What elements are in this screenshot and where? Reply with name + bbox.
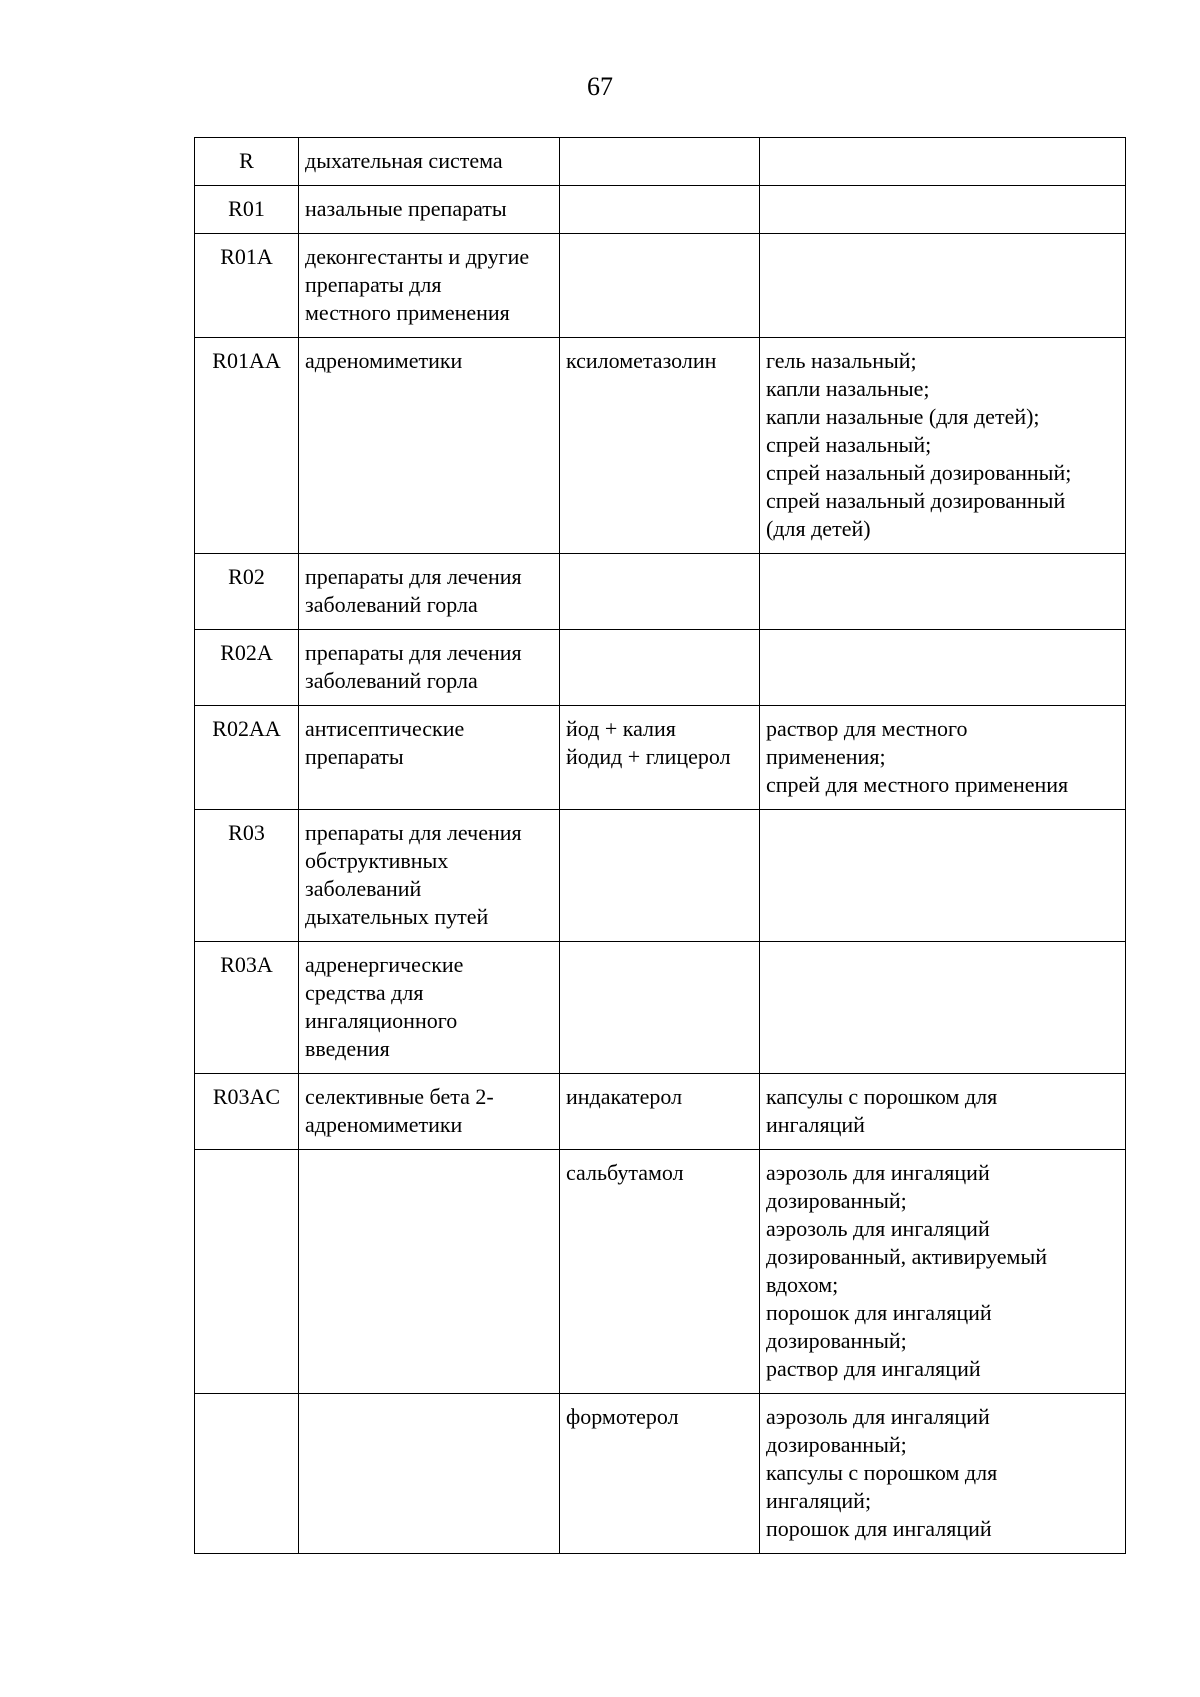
atc-code-cell: R03	[195, 810, 299, 942]
table-row	[195, 138, 1126, 186]
table-row	[195, 1394, 1126, 1554]
dosage-forms-cell	[760, 554, 1126, 630]
group-name-cell: препараты для лечения обструктивных заболеваний дыхательных путей	[299, 810, 560, 942]
group-name-cell: адренергические средства для ингаляционного введения	[299, 942, 560, 1074]
drug-list-table	[194, 137, 1126, 1554]
group-name-cell: препараты для лечения заболеваний горла	[299, 554, 560, 630]
table-row	[195, 706, 1126, 810]
atc-code-cell: R01	[195, 186, 299, 234]
table-row	[195, 630, 1126, 706]
atc-code-cell: R02A	[195, 630, 299, 706]
atc-code-cell: R01AA	[195, 338, 299, 554]
table-row	[195, 942, 1126, 1074]
drug-name-cell: ксилометазолин	[560, 338, 760, 554]
atc-code-cell: R03AC	[195, 1074, 299, 1150]
drug-name-cell	[560, 554, 760, 630]
group-name-cell: деконгестанты и другие препараты для местного применения	[299, 234, 560, 338]
drug-name-cell	[560, 810, 760, 942]
drug-name-cell	[560, 942, 760, 1074]
table-row	[195, 338, 1126, 554]
atc-code-cell	[195, 1150, 299, 1394]
table-row	[195, 1074, 1126, 1150]
atc-code-cell: R02	[195, 554, 299, 630]
dosage-forms-cell	[760, 630, 1126, 706]
dosage-forms-cell	[760, 186, 1126, 234]
group-name-cell: препараты для лечения заболеваний горла	[299, 630, 560, 706]
dosage-forms-cell	[760, 810, 1126, 942]
drug-name-cell: индакатерол	[560, 1074, 760, 1150]
table-row	[195, 234, 1126, 338]
dosage-forms-cell: аэрозоль для ингаляций дозированный; капсулы с порошком для ингаляций; порошок для ингаляций	[760, 1394, 1126, 1554]
dosage-forms-cell	[760, 138, 1126, 186]
atc-code-cell	[195, 1394, 299, 1554]
table-row	[195, 186, 1126, 234]
drug-name-cell: формотерол	[560, 1394, 760, 1554]
drug-name-cell	[560, 138, 760, 186]
drug-name-cell: йод + калия йодид + глицерол	[560, 706, 760, 810]
dosage-forms-cell	[760, 942, 1126, 1074]
page-number: 67	[587, 72, 613, 101]
drug-name-cell	[560, 630, 760, 706]
atc-code-cell: R01A	[195, 234, 299, 338]
atc-code-cell: R02AA	[195, 706, 299, 810]
group-name-cell: адреномиметики	[299, 338, 560, 554]
dosage-forms-cell: аэрозоль для ингаляций дозированный; аэрозоль для ингаляций дозированный, активируемый вдохом; порошок для ингаляций дозированный; раствор для ингаляций	[760, 1150, 1126, 1394]
dosage-forms-cell: капсулы с порошком для ингаляций	[760, 1074, 1126, 1150]
group-name-cell: антисептические препараты	[299, 706, 560, 810]
dosage-forms-cell	[760, 234, 1126, 338]
group-name-cell	[299, 1150, 560, 1394]
group-name-cell: селективные бета 2- адреномиметики	[299, 1074, 560, 1150]
drug-name-cell	[560, 186, 760, 234]
table-row	[195, 810, 1126, 942]
drug-name-cell	[560, 234, 760, 338]
atc-code-cell: R	[195, 138, 299, 186]
group-name-cell: назальные препараты	[299, 186, 560, 234]
atc-code-cell: R03A	[195, 942, 299, 1074]
table-row	[195, 1150, 1126, 1394]
group-name-cell	[299, 1394, 560, 1554]
group-name-cell: дыхательная система	[299, 138, 560, 186]
drug-name-cell: сальбутамол	[560, 1150, 760, 1394]
dosage-forms-cell: гель назальный; капли назальные; капли назальные (для детей); спрей назальный; спрей назальный дозированный; спрей назальный дозированный (для детей)	[760, 338, 1126, 554]
table-row	[195, 554, 1126, 630]
dosage-forms-cell: раствор для местного применения; спрей для местного применения	[760, 706, 1126, 810]
